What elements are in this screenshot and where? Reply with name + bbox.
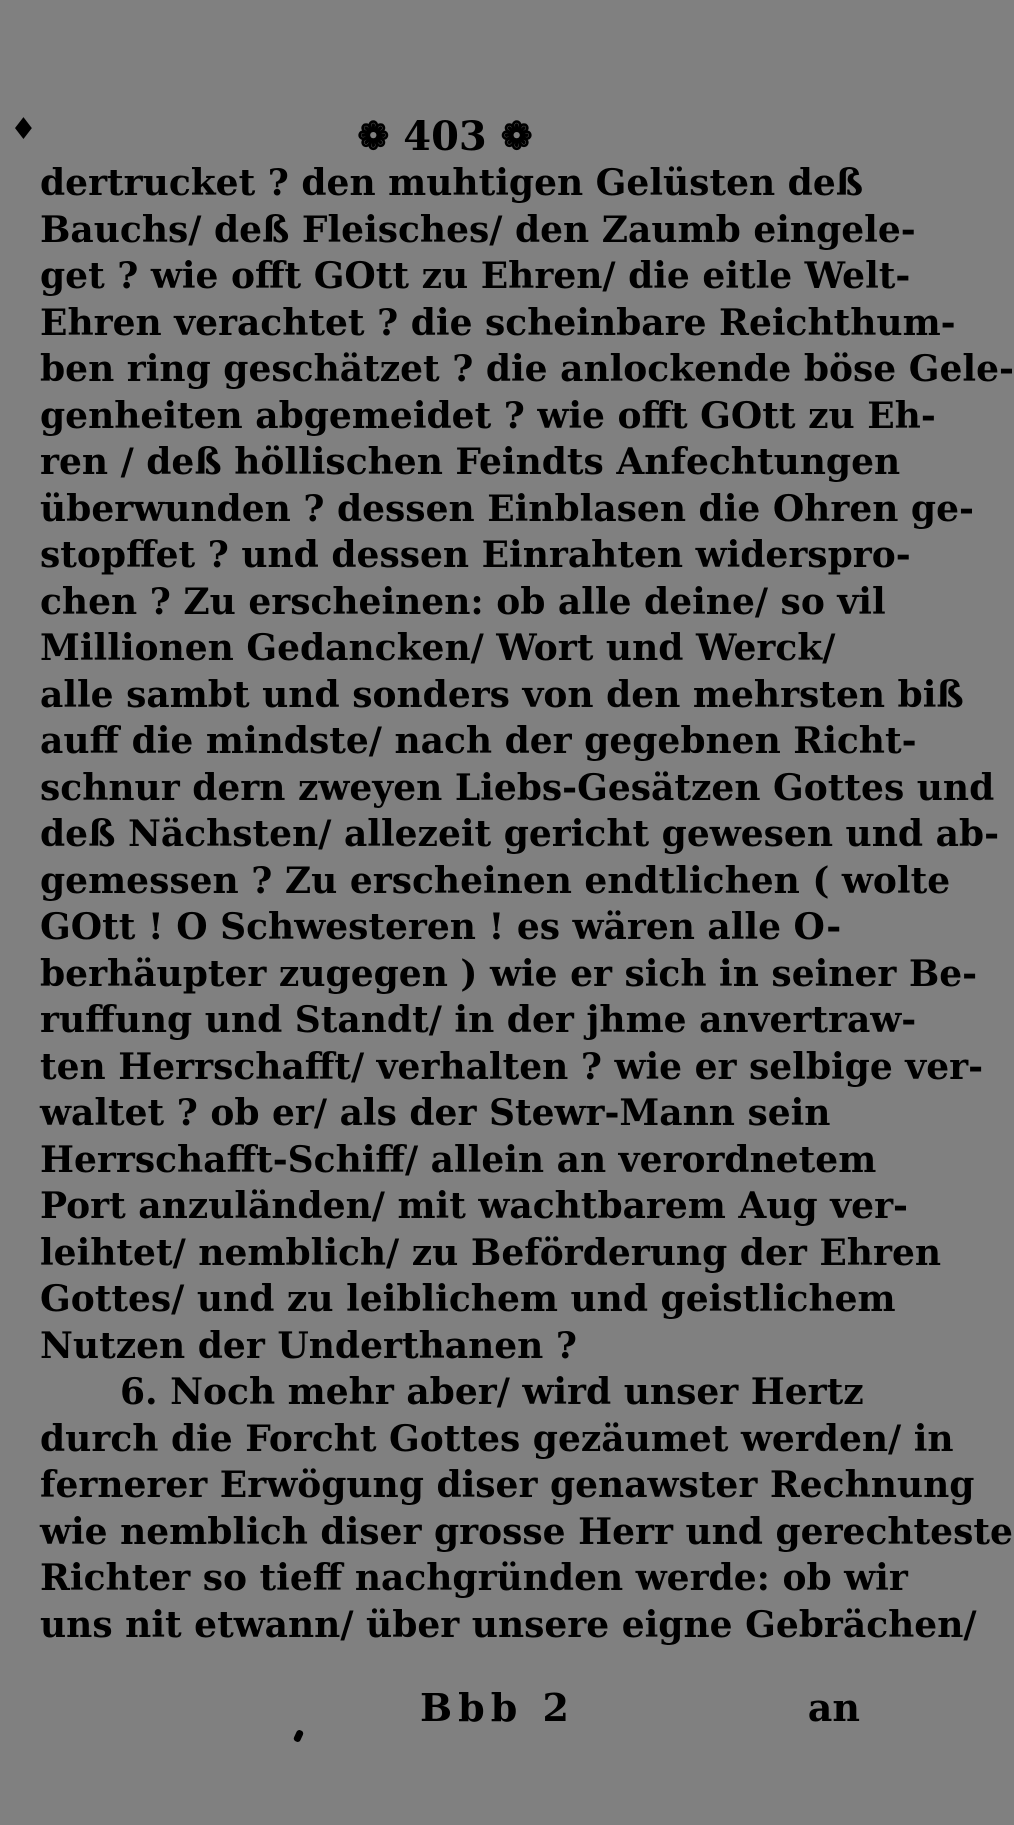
- text-line: Ehren verachtet ? die scheinbare Reichthum-: [40, 301, 956, 344]
- text-line: ren / deß höllischen Feindts Anfechtungen: [40, 441, 901, 483]
- text-line: waltet ? ob er/ als der Stewr-Mann sein: [40, 1092, 831, 1134]
- text-line: leihtet/ nemblich/ zu Beförderung der Ehren: [40, 1231, 942, 1274]
- text-line: genheiten abgemeidet ? wie offt GOtt zu Eh-: [40, 394, 936, 437]
- text-line: ben ring geschätzet ? die anlockende böse Gele-: [40, 348, 1014, 390]
- text-line: wie nemblich diser grosse Herr und gerechteste: [40, 1510, 1013, 1553]
- text-line: auff die mindste/ nach der gegebnen Richt-: [40, 720, 917, 762]
- text-line: Herrschafft-Schiff/ allein an verordnetem: [40, 1138, 877, 1181]
- text-line: GOtt ! O Schwesteren ! es wären alle O-: [40, 906, 842, 948]
- text-line: schnur dern zweyen Liebs-Gesätzen Gottes und: [40, 766, 995, 809]
- text-line: stopffet ? und dessen Einrahten widerspro-: [40, 534, 911, 576]
- text-line: uns nit etwann/ über unsere eigne Gebrächen/: [40, 1603, 977, 1646]
- text-line: Port anzuländen/ mit wachtbarem Aug ver-: [40, 1185, 908, 1227]
- body-text: [40, 160, 1014, 1648]
- corner-mark: ♦: [10, 112, 37, 147]
- text-line: gemessen ? Zu erscheinen endtlichen ( wolte: [40, 859, 951, 902]
- page-number: 403: [403, 112, 487, 160]
- text-line: Bauchs/ deß Fleisches/ den Zaumb eingele-: [40, 208, 916, 251]
- page-footer: [40, 1685, 860, 1741]
- signature-mark: Bbb 2: [420, 1685, 575, 1730]
- ornament-right-icon: ❁: [500, 113, 533, 158]
- text-line: berhäupter zugegen ) wie er sich in seiner Be-: [40, 952, 978, 995]
- text-line: ten Herrschafft/ verhalten ? wie er selbige ver-: [40, 1045, 984, 1088]
- text-line: durch die Forcht Gottes gezäumet werden/ in: [40, 1417, 954, 1460]
- text-line: fernerer Erwögung diser genawster Rechnung: [40, 1464, 975, 1506]
- text-line: Millionen Gedancken/ Wort und Werck/: [40, 627, 836, 669]
- page-header: [330, 108, 560, 164]
- text-line: chen ? Zu erscheinen: ob alle deine/ so vil: [40, 580, 886, 623]
- text-line: get ? wie offt GOtt zu Ehren/ die eitle Welt-: [40, 255, 911, 297]
- text-line: dertrucket ? den muhtigen Gelüsten deß: [40, 162, 864, 204]
- text-line: überwunden ? dessen Einblasen die Ohren ge-: [40, 487, 974, 530]
- text-line: Nutzen der Underthanen ?: [40, 1324, 577, 1367]
- text-line: alle sambt und sonders von den mehrsten biß: [40, 673, 964, 716]
- text-line: Richter so tieff nachgründen werde: ob wir: [40, 1557, 908, 1599]
- text-line: 6. Noch mehr aber/ wird unser Hertz: [120, 1371, 864, 1413]
- text-line: deß Nächsten/ allezeit gericht gewesen und ab-: [40, 813, 1000, 855]
- text-line: ruffung und Standt/ in der jhme anvertraw-: [40, 999, 917, 1041]
- ornament-left-icon: ❁: [357, 113, 390, 158]
- catchword: an: [807, 1685, 860, 1730]
- text-line: Gottes/ und zu leiblichem und geistlichem: [40, 1278, 896, 1320]
